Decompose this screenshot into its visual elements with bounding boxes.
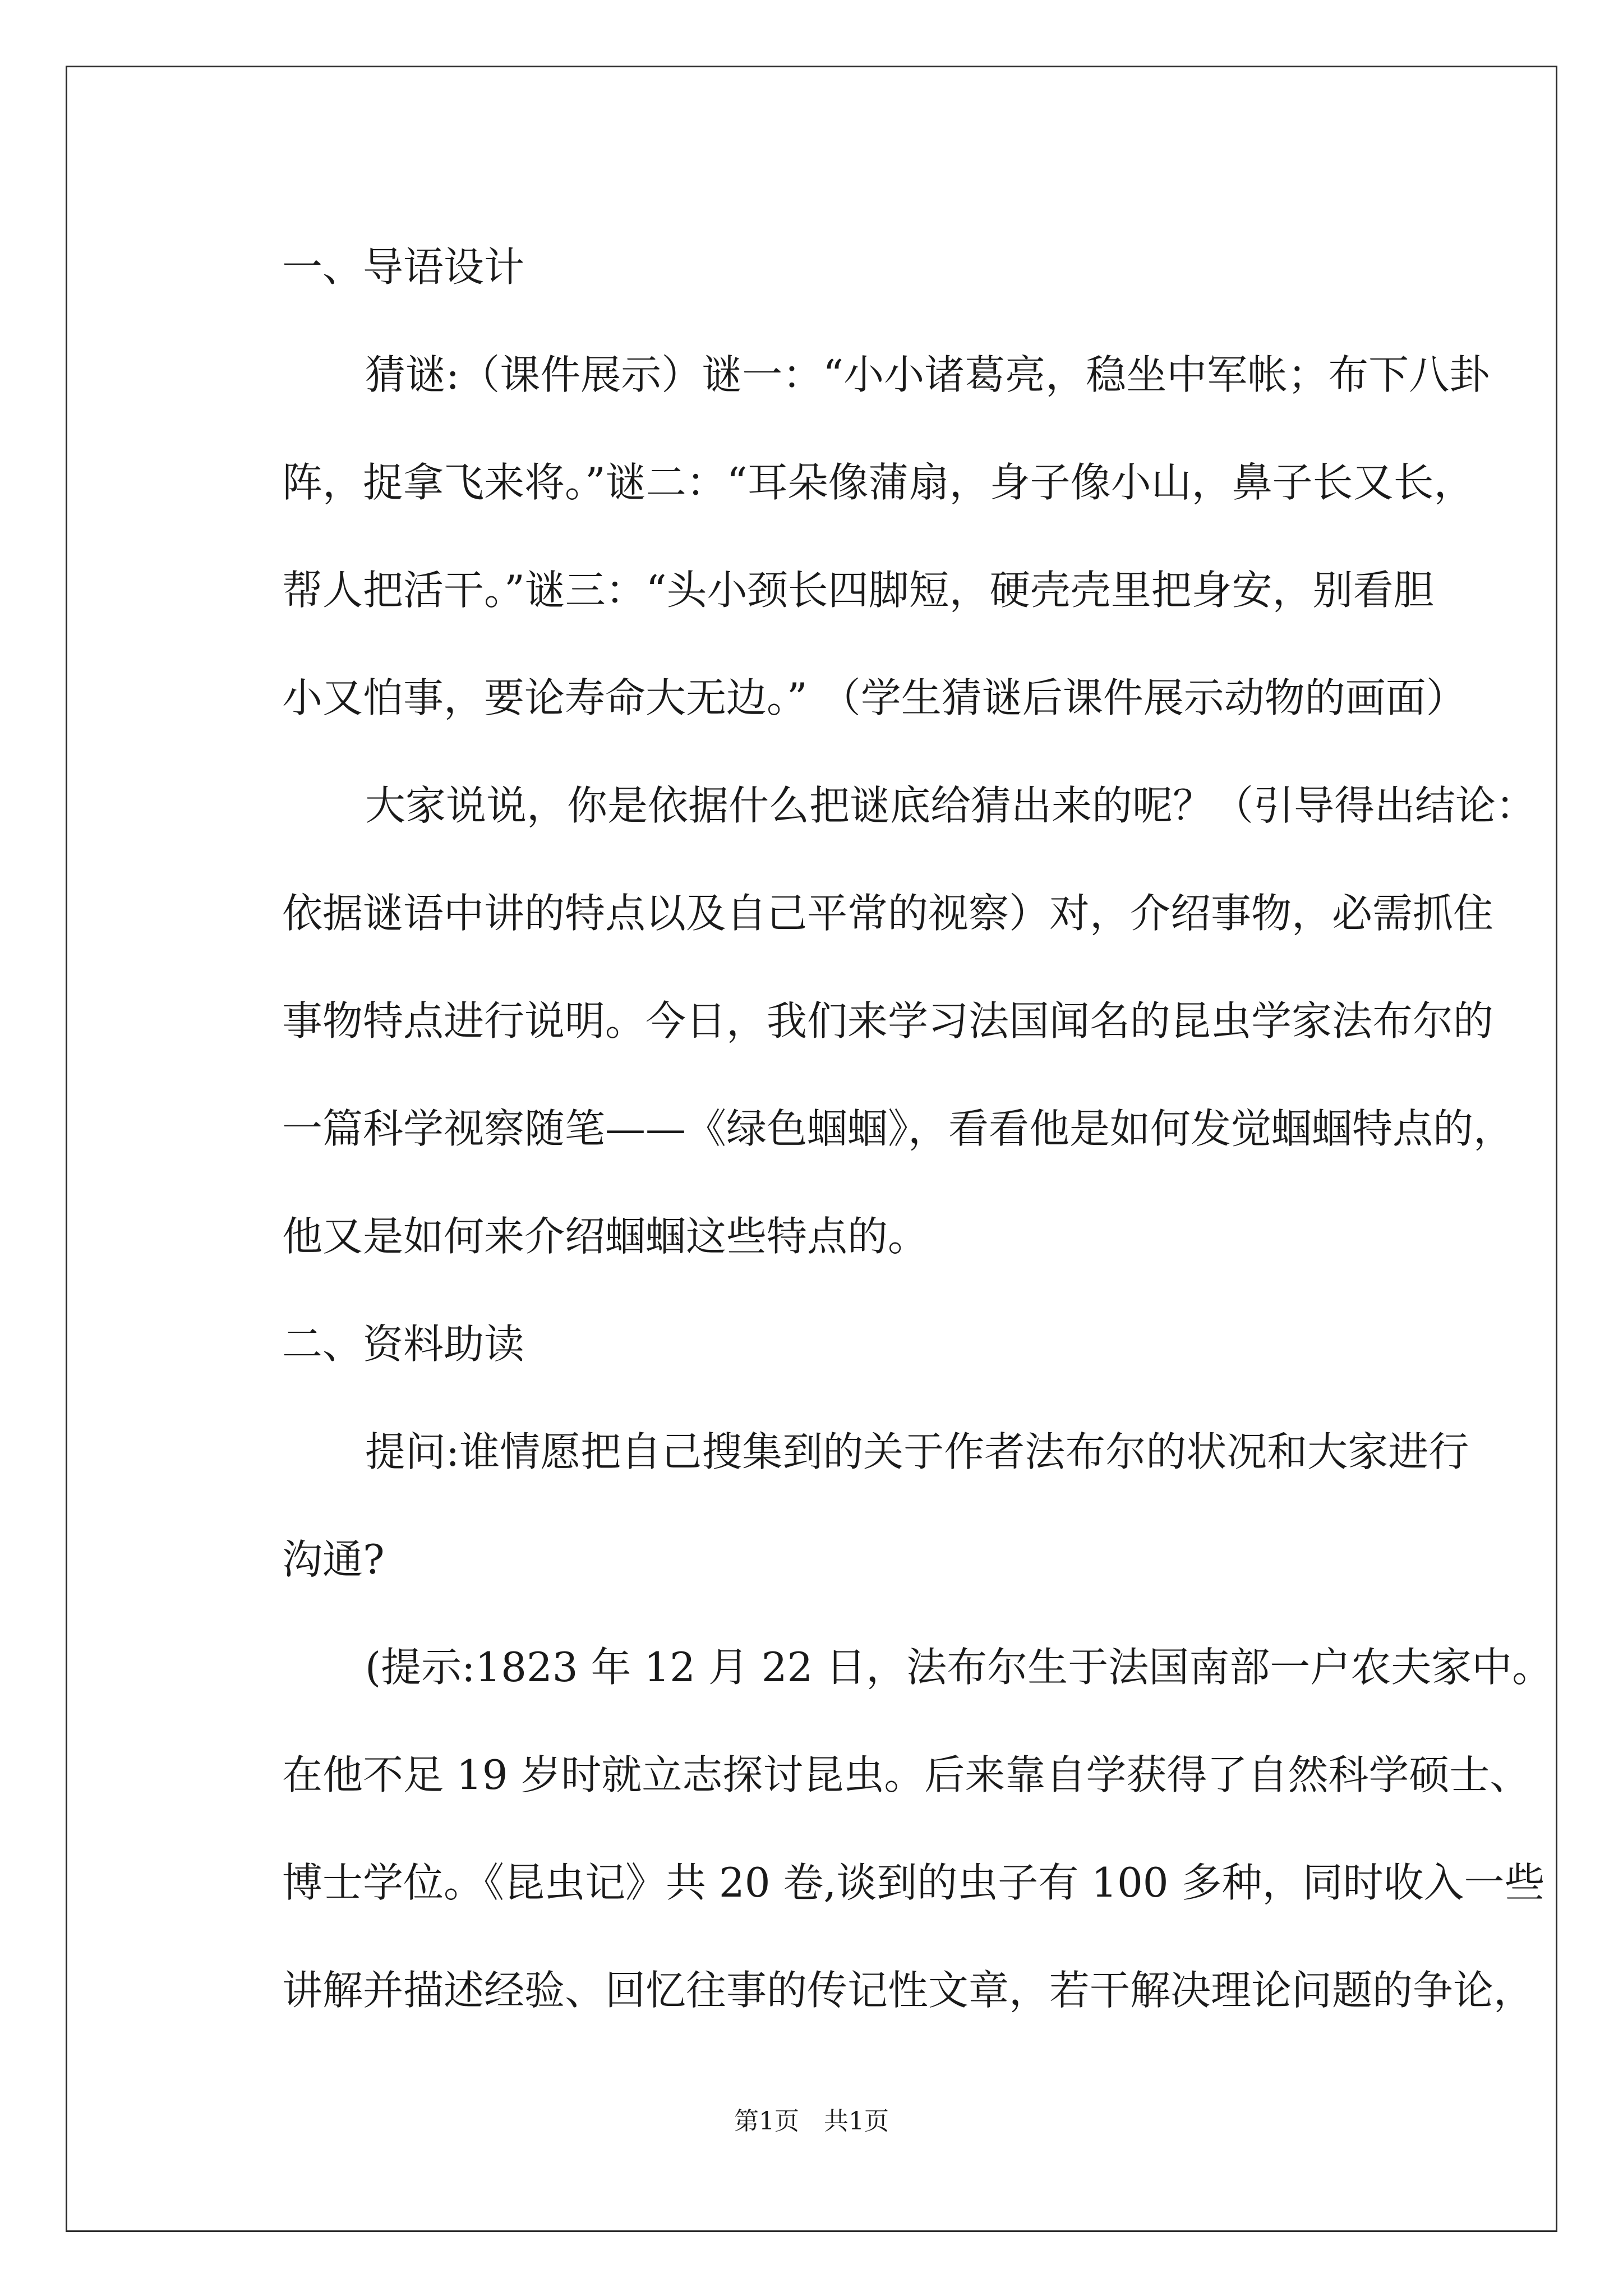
paragraph-line: 一篇科学视察随笔——《绿色蝈蝈》，看看他是如何发觉蝈蝈特点的， <box>282 1105 1514 1152</box>
paragraph-line: 事物特点进行说明。今日，我们来学习法国闻名的昆虫学家法布尔的 <box>282 997 1494 1045</box>
paragraph-question <box>199 1398 1469 1613</box>
paragraph-discussion <box>199 752 1537 1290</box>
section-heading-1: 一、导语设计 <box>282 243 525 291</box>
document-body <box>199 213 1553 2044</box>
paragraph-line: 依据谜语中讲的特点以及自己平常的视察）对，介绍事物，必需抓住 <box>282 890 1494 937</box>
paragraph-hint <box>199 1613 1553 2044</box>
paragraph-line: 他又是如何来介绍蝈蝈这些特点的。 <box>282 1213 929 1260</box>
paragraph-line: 小又怕事，要论寿命大无边。” （学生猜谜后课件展示动物的画面） <box>282 674 1467 721</box>
paragraph-line: 博士学位。《昆虫记》共 20 卷,谈到的虫子有 100 多种，同时收入一些 <box>282 1859 1545 1906</box>
paragraph-line: 帮人把活干。”谜三：“头小颈长四脚短，硬壳壳里把身安，别看胆 <box>282 567 1434 614</box>
paragraph-line: 讲解并描述经验、回忆往事的传记性文章，若干解决理论问题的争论， <box>282 1967 1534 2014</box>
paragraph-line: 阵，捉拿飞来将。”谜二：“耳朵像蒲扇，身子像小山，鼻子长又长， <box>282 459 1474 506</box>
paragraph-riddles <box>199 321 1490 752</box>
paragraph-line: (提示:1823 年 12 月 22 日，法布尔生于法国南部一户农夫家中。 <box>365 1644 1553 1691</box>
section-heading-2: 二、资料助读 <box>282 1320 525 1368</box>
paragraph-line: 猜谜:（课件展示）谜一：“小小诸葛亮，稳坐中军帐；布下八卦 <box>365 351 1490 398</box>
paragraph-line: 沟通? <box>282 1536 385 1583</box>
paragraph-line: 大家说说，你是依据什么把谜底给猜出来的呢？（引导得出结论： <box>365 782 1537 829</box>
page-number-footer: 第1页 共1页 <box>734 2107 889 2136</box>
paragraph-line: 在他不足 19 岁时就立志探讨昆虫。后来靠自学获得了自然科学硕士、 <box>282 1751 1530 1798</box>
paragraph-line: 提问:谁情愿把自己搜集到的关于作者法布尔的状况和大家进行 <box>365 1428 1469 1475</box>
